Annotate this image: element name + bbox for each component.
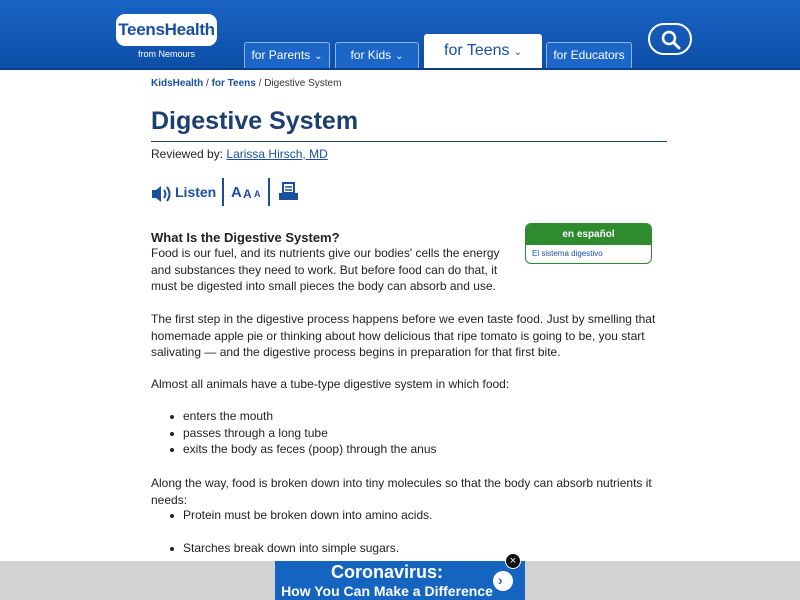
tool-divider: [268, 178, 270, 206]
banner-subtitle: How You Can Make a Difference: [281, 583, 493, 599]
reviewer-link[interactable]: Larissa Hirsch, MD: [226, 147, 328, 161]
nav-tab-kids[interactable]: [335, 42, 419, 68]
spanish-version-box: [525, 223, 652, 264]
text-size-medium: A: [243, 187, 252, 201]
chevron-down-icon: ⌄: [513, 47, 522, 58]
nav-tab-educators[interactable]: [546, 42, 632, 68]
spanish-heading: en español: [526, 224, 651, 245]
logo-text: TeensHealth: [118, 20, 215, 39]
paragraph: Almost all animals have a tube-type digestive system in which food:: [151, 377, 510, 391]
print-icon: [278, 182, 300, 204]
nav-tab-label: for Teens: [444, 42, 510, 59]
breadcrumb-kidshealth[interactable]: KidsHealth: [151, 78, 204, 89]
breadcrumb: [151, 78, 341, 89]
listen-label: Listen: [175, 184, 217, 200]
chevron-down-icon: ⌄: [314, 51, 323, 62]
text-size-large: A: [231, 184, 242, 201]
list-item: Protein must be broken down into amino acids.: [170, 507, 432, 524]
paragraph: The first step in the digestive process happens before we even taste food. Just by smelling that homemade apple pie or thinking about how delicious that ripe tomato is going to be, you start salivating — and the digestive process begins in preparation for that first bite.: [151, 312, 656, 359]
coronavirus-banner[interactable]: [275, 561, 525, 600]
listen-button[interactable]: [151, 178, 221, 206]
reviewed-by: [151, 147, 328, 161]
speaker-icon: [151, 184, 173, 204]
teenshealth-logo[interactable]: [116, 14, 217, 60]
breadcrumb-separator: /: [206, 78, 209, 89]
breadcrumb-separator: /: [258, 78, 262, 89]
tool-divider: [222, 178, 224, 206]
nav-tab-label: for Kids: [350, 48, 392, 62]
nav-tab-label: for Parents: [251, 48, 311, 62]
paragraph: Along the way, food is broken down into tiny molecules so that the body can absorb nutrients it needs:: [151, 476, 652, 507]
nav-tab-teens[interactable]: [424, 34, 542, 68]
arrow-right-icon[interactable]: [493, 571, 513, 591]
nav-tab-label: for Educators: [553, 48, 625, 62]
list-item: passes through a long tube: [170, 425, 437, 442]
arrow-glyph: ›: [498, 572, 503, 588]
breadcrumb-for-teens[interactable]: for Teens: [211, 78, 256, 89]
search-button[interactable]: [648, 23, 692, 55]
list-item: Starches break down into simple sugars.: [170, 540, 432, 557]
chevron-down-icon: ⌄: [395, 51, 404, 62]
nav-tab-parents[interactable]: [244, 42, 330, 68]
list-item: exits the body as feces (poop) through the anus: [170, 441, 437, 458]
print-button[interactable]: [276, 178, 298, 206]
site-header: [0, 0, 800, 70]
logo-subtitle: from Nemours: [137, 49, 195, 59]
breadcrumb-current: Digestive System: [264, 78, 342, 89]
list-item: enters the mouth: [170, 408, 437, 425]
paragraph: Food is our fuel, and its nutrients give our bodies' cells the energy and substances they need to work. But before food can do that, it must be digested into small pieces the body can absorb and use.: [151, 246, 500, 293]
spanish-article-link[interactable]: El sistema digestivo: [532, 249, 603, 258]
section-heading: What Is the Digestive System?: [151, 230, 340, 245]
banner-title: Coronavirus:: [330, 562, 444, 582]
text-size-button[interactable]: [231, 178, 263, 206]
search-icon: [661, 30, 681, 50]
page-title: Digestive System: [151, 107, 667, 142]
text-size-small: A: [254, 189, 261, 199]
digestive-steps-list: [170, 408, 437, 458]
close-icon[interactable]: ×: [505, 553, 521, 569]
reviewed-prefix: Reviewed by:: [151, 147, 224, 161]
